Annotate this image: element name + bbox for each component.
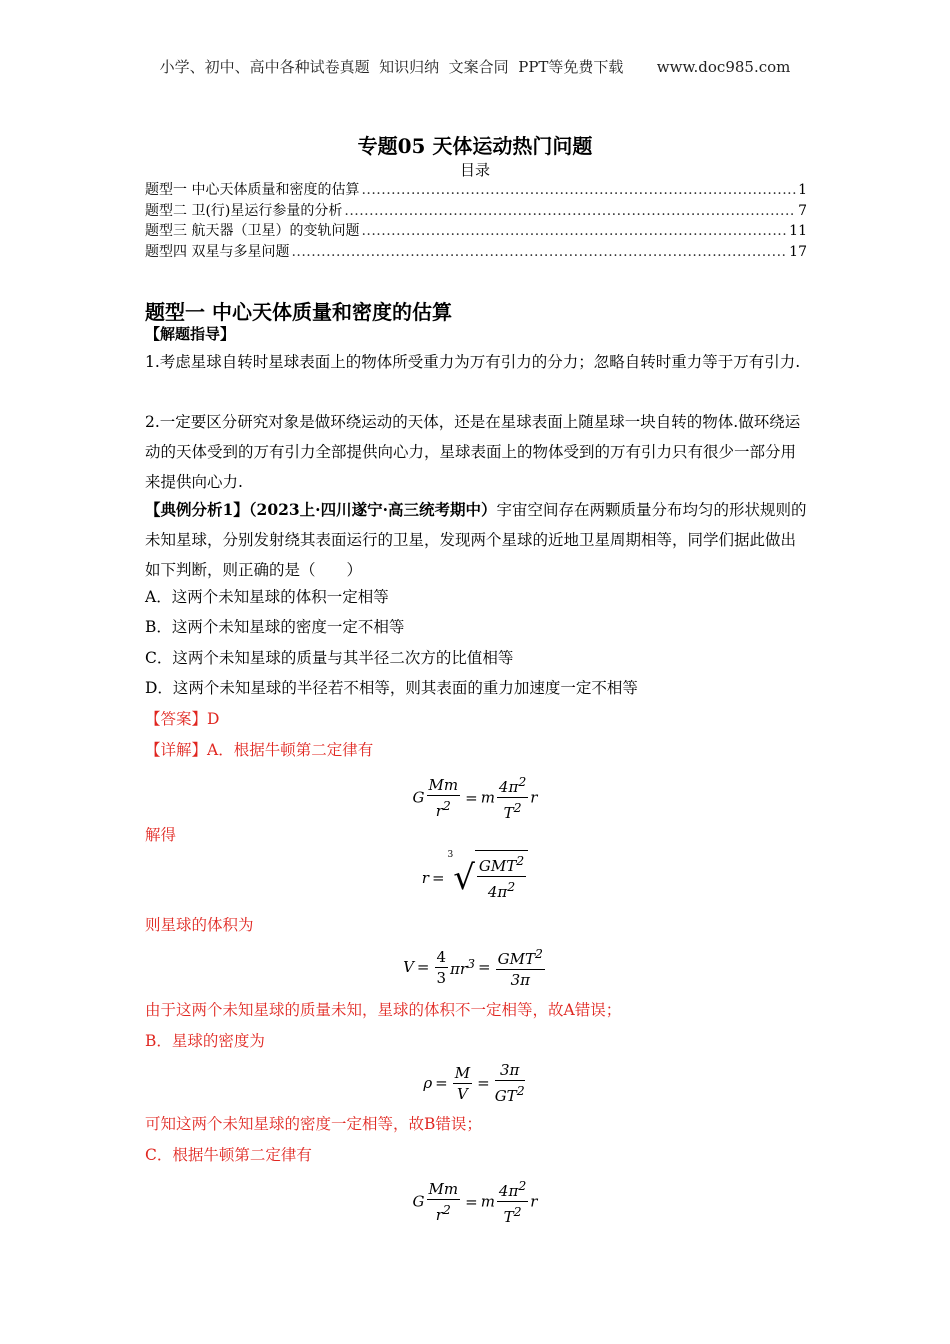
detail-label: 【详解】	[145, 741, 208, 759]
toc-item[interactable]	[145, 200, 807, 220]
toc-leader	[291, 244, 787, 260]
option-a: A．这两个未知星球的体积一定相等	[145, 588, 389, 606]
toc-item-label: 题型三 航天器（卫星）的变轨问题	[145, 223, 360, 239]
example-question: 宇宙空间存在两颗质量分布均匀的形状规则的未知星球，分别发射绕其表面运行的卫星，发现两个星球的近地卫星周期相等，同学们据此做出如下判断，则正确的是（ ）	[145, 501, 807, 579]
option-c: C．这两个未知星球的质量与其半径二次方的比值相等	[145, 649, 514, 667]
a-conclusion: 由于这两个未知星球的质量未知，星球的体积不一定相等，故A错误；	[145, 1001, 622, 1019]
toc-leader	[361, 182, 796, 198]
equation-radius: r =$^3$√ $\frac{GMT^2}{4\pi^2}$	[0, 852, 950, 904]
toc-item-page: 7	[798, 203, 807, 219]
toc-item[interactable]	[145, 179, 807, 199]
option-b: B．这两个未知星球的密度一定不相等	[145, 618, 405, 636]
option-d: D．这两个未知星球的半径若不相等，则其表面的重力加速度一定不相等	[145, 679, 638, 697]
toc-item-page: 1	[798, 182, 807, 198]
equation-density: ρ = $\frac{M}{V}$ = $\frac{3\pi}{GT^2}$	[423, 1061, 525, 1105]
toc-leader	[344, 203, 796, 219]
c-intro: C．根据牛顿第二定律有	[145, 1146, 312, 1164]
toc-title: 目录	[459, 161, 490, 179]
document-title: 专题05 天体运动热门问题	[357, 134, 593, 158]
b-conclusion: 可知这两个未知星球的密度一定相等，故B错误；	[145, 1115, 482, 1133]
b-intro: B．星球的密度为	[145, 1032, 265, 1050]
guide-paragraph-1: 1.考虑星球自转时星球表面上的物体所受重力为万有引力的分力；忽略自转时重力等于万有引力.	[145, 353, 801, 371]
toc-item-label: 题型二 卫(行)星运行参量的分析	[145, 203, 343, 219]
example-source: （2023上·四川遂宁·高三统考期中）	[248, 500, 497, 519]
example-label: 【典例分析1】	[145, 500, 249, 519]
answer-label: 【答案】	[145, 710, 208, 728]
answer-line	[145, 704, 807, 734]
toc-item[interactable]	[145, 241, 807, 261]
toc-item-page: 11	[789, 223, 807, 239]
equation-volume: V = $\frac{4}{3}$ $\pi r^3$ = $\frac{GMT^2}{3\pi}$	[403, 946, 543, 989]
solve-line: 解得	[145, 826, 177, 844]
detail-a-intro: 【详解】A．根据牛顿第二定律有	[145, 741, 374, 759]
toc-item-label: 题型一 中心天体质量和密度的估算	[145, 182, 360, 198]
equation-newton-1: G $\frac{Mm}{r^2}$ = m $\frac{4\pi^2}{T^2}$ r	[412, 774, 538, 822]
toc-leader	[361, 223, 787, 239]
equation-newton-2: G $\frac{Mm}{r^2}$ = m $\frac{4\pi^2}{T^2}$ r	[412, 1178, 538, 1226]
toc-item-page: 17	[789, 244, 807, 260]
toc-item[interactable]	[145, 220, 807, 240]
answer-value: D	[207, 710, 220, 728]
toc-item-label: 题型四 双星与多星问题	[145, 244, 290, 260]
example-stem	[145, 495, 807, 585]
page-header: 小学、初中、高中各种试卷真题 知识归纳 文案合同 PPT等免费下载 www.doc985.com	[159, 58, 791, 76]
guide-paragraph-2: 2.一定要区分研究对象是做环绕运动的天体，还是在星球表面上随星球一块自转的物体.做环绕运动的天体受到的万有引力全部提供向心力，星球表面上的物体受到的万有引力只有很少一部分用来提供向心力.	[145, 413, 801, 491]
volume-line: 则星球的体积为	[145, 916, 254, 934]
section-heading: 题型一 中心天体质量和密度的估算	[145, 300, 452, 324]
guide-label: 【解题指导】	[145, 325, 236, 343]
